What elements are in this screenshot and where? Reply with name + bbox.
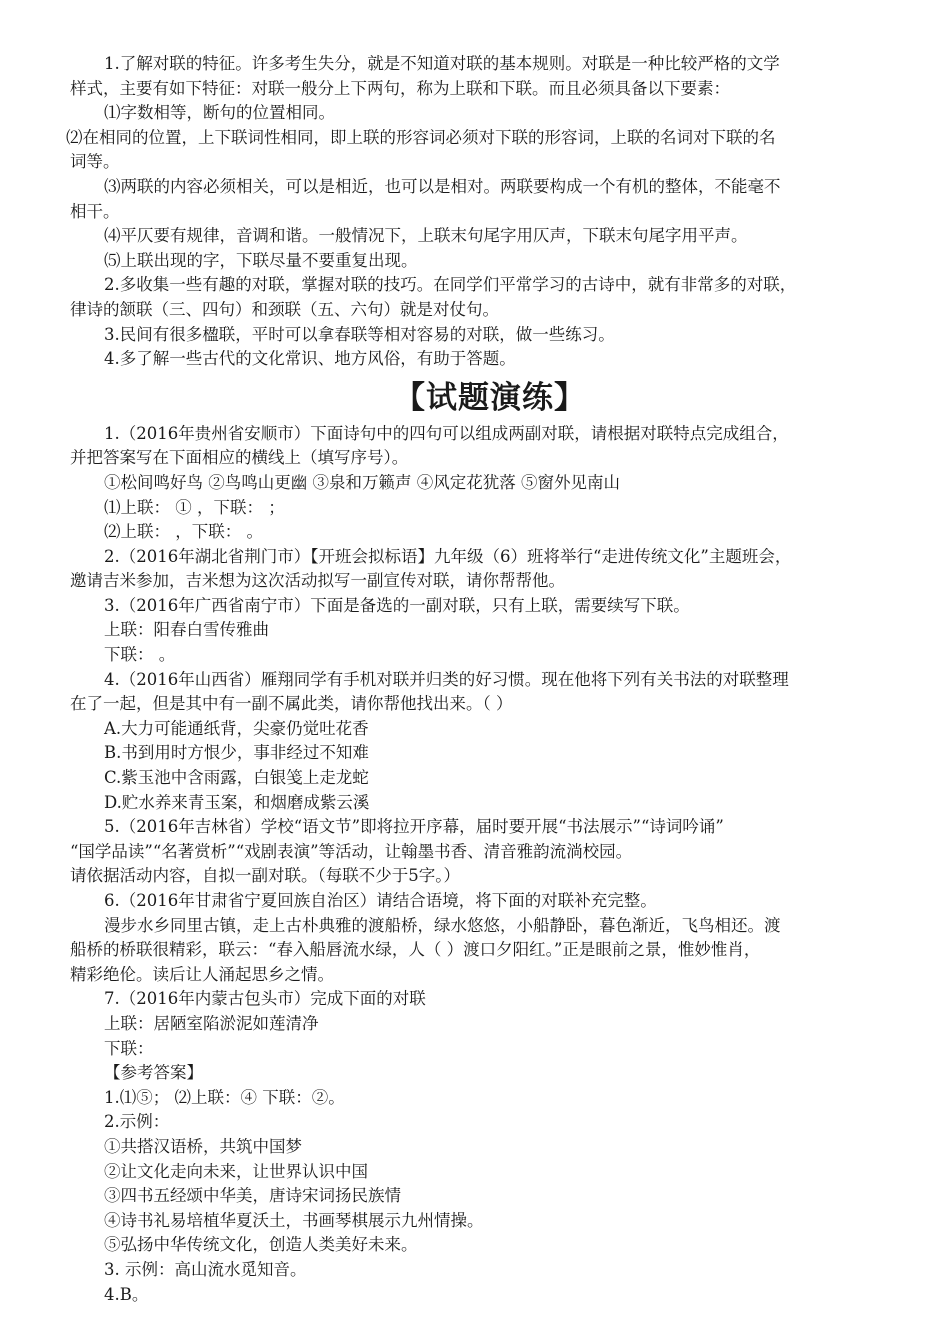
question-6-context-b: 船桥的桥联很精彩，联云：“春入船唇流水绿，人（ ）渡口夕阳红。”正是眼前之景，惟妙惟肖， <box>70 940 761 960</box>
question-4-option-a: A.大力可能通纸背，尖豪仍觉吐花香 <box>104 718 369 738</box>
question-4-option-d: D.贮水养来青玉案，和烟磨成紫云溪 <box>104 792 370 812</box>
question-3-upper: 上联：阳春白雪传雅曲 <box>104 620 269 640</box>
intro-paragraph-4: 4.多了解一些古代的文化常识、地方风俗，有助于答题。 <box>104 349 516 369</box>
intro-paragraph-1b: 样式，主要有如下特征：对联一般分上下两句，称为上联和下联。而且必须具备以下要素： <box>70 78 730 98</box>
question-1a: 1.（2016年贵州省安顺市）下面诗句中的四句可以组成两副对联，请根据对联特点完成组合， <box>104 423 789 443</box>
answer-1: 1.⑴⑤； ⑵上联：④ 下联：②。 <box>104 1087 345 1107</box>
requirement-3a: ⑶两联的内容必须相关，可以是相近，也可以是相对。两联要构成一个有机的整体，不能毫不 <box>104 176 781 196</box>
requirement-1: ⑴字数相等，断句的位置相同。 <box>104 103 335 123</box>
requirement-2b: 词等。 <box>70 152 120 172</box>
requirement-4: ⑷平仄要有规律，音调和谐。一般情况下，上联末句尾字用仄声，下联末句尾字用平声。 <box>104 226 748 246</box>
question-6-context-c: 精彩绝伦。读后让人涌起思乡之情。 <box>70 964 334 984</box>
question-5b: “国学品读”“名著赏析”“戏剧表演”等活动，让翰墨书香、清音雅韵流淌校园。 <box>70 841 633 861</box>
answer-2: 2.示例： <box>104 1112 170 1132</box>
requirement-3b: 相干。 <box>70 201 120 221</box>
answer-2-example-1: ①共搭汉语桥，共筑中国梦 <box>104 1136 302 1156</box>
question-4a: 4.（2016年山西省）雁翔同学有手机对联并归类的好习惯。现在他将下列有关书法的对联整理 <box>104 669 789 689</box>
answer-2-example-2: ②让文化走向未来，让世界认识中国 <box>104 1161 368 1181</box>
requirement-5: ⑸上联出现的字，下联尽量不要重复出现。 <box>104 250 418 270</box>
intro-paragraph-3: 3.民间有很多楹联，平时可以拿春联等相对容易的对联，做一些练习。 <box>104 324 615 344</box>
section-title: 【试题演练】 <box>394 379 586 416</box>
intro-paragraph-2b: 律诗的颔联（三、四句）和颈联（五、六句）就是对仗句。 <box>70 299 499 319</box>
question-5a: 5.（2016年吉林省）学校“语文节”即将拉开序幕，届时要开展“书法展示”“诗词吟诵” <box>104 817 724 837</box>
question-4-option-c: C.紫玉池中含雨露，白银笺上走龙蛇 <box>104 768 369 788</box>
question-2a: 2.（2016年湖北省荆门市）【开班会拟标语】九年级（6）班将举行“走进传统文化”主题班会， <box>104 546 792 566</box>
question-1-blank-1: ⑴上联： ① ，下联： ； <box>104 497 285 517</box>
question-7-upper: 上联：居陋室陷淤泥如莲清净 <box>104 1013 319 1033</box>
question-1-blank-2: ⑵上联： ，下联： 。 <box>104 522 263 542</box>
question-4b: 在了一起，但是其中有一副不属此类，请你帮他找出来。（ ） <box>70 694 513 714</box>
answer-4: 4.B。 <box>104 1284 149 1304</box>
question-6-context-a: 漫步水乡同里古镇，走上古朴典雅的渡船桥，绿水悠悠，小船静卧，暮色渐近，飞鸟相还。渡 <box>104 915 781 935</box>
question-6: 6.（2016年甘肃省宁夏回族自治区）请结合语境，将下面的对联补充完整。 <box>104 891 657 910</box>
requirement-2a: ⑵在相同的位置，上下联词性相同，即上联的形容词必须对下联的形容词，上联的名词对下联的名 <box>66 127 776 147</box>
answer-2-example-3: ③四书五经颂中华美，唐诗宋词扬民族情 <box>104 1186 401 1206</box>
answer-2-example-5: ⑤弘扬中华传统文化，创造人类美好未来。 <box>104 1235 418 1255</box>
question-2b: 邀请吉米参加，吉米想为这次活动拟写一副宣传对联，请你帮帮他。 <box>70 571 565 591</box>
answers-header: 【参考答案】 <box>104 1063 203 1083</box>
question-5c: 请依据活动内容，自拟一副对联。（每联不少于5字。） <box>70 866 460 886</box>
question-7-lower: 下联： <box>104 1038 154 1058</box>
question-4-option-b: B.书到用时方恨少，事非经过不知难 <box>104 743 369 763</box>
question-1b: 并把答案写在下面相应的横线上（填写序号）。 <box>70 448 409 468</box>
question-1-options: ①松间鸣好鸟 ②鸟鸣山更幽 ③泉和万籁声 ④风定花犹落 ⑤窗外见南山 <box>104 472 620 492</box>
answer-3: 3. 示例：高山流水觅知音。 <box>104 1259 307 1279</box>
intro-paragraph-2a: 2.多收集一些有趣的对联，掌握对联的技巧。在同学们平常学习的古诗中，就有非常多的对联， <box>104 275 797 295</box>
question-7: 7.（2016年内蒙古包头市）完成下面的对联 <box>104 989 426 1009</box>
question-3-lower: 下联： 。 <box>104 645 176 665</box>
answer-2-example-4: ④诗书礼易培植华夏沃土，书画琴棋展示九州情操。 <box>104 1210 484 1230</box>
intro-paragraph-1a: 1.了解对联的特征。许多考生失分，就是不知道对联的基本规则。对联是一种比较严格的文学 <box>104 54 780 73</box>
question-3: 3.（2016年广西省南宁市）下面是备选的一副对联，只有上联，需要续写下联。 <box>104 595 690 615</box>
